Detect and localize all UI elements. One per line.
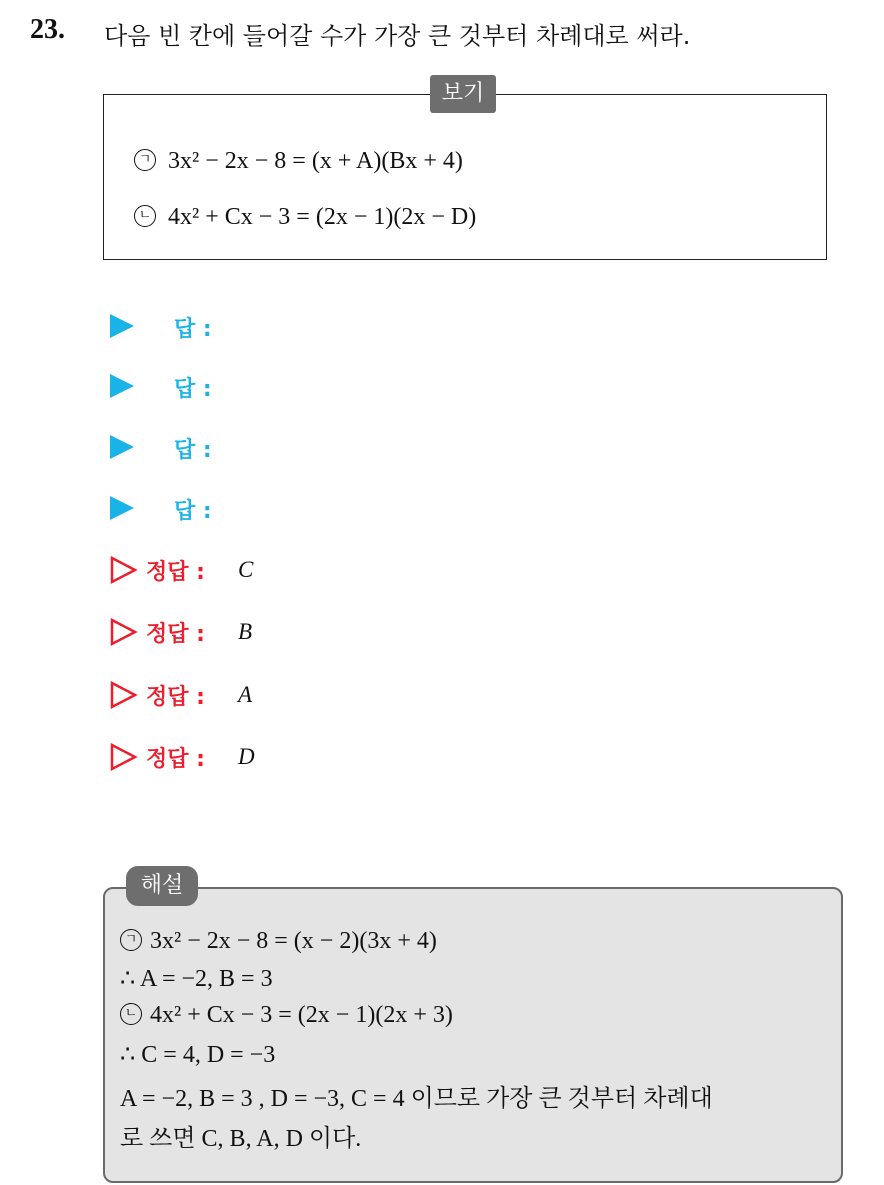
outline-triangle-icon bbox=[110, 555, 138, 585]
example-box-tag: 보기 bbox=[430, 75, 496, 113]
play-triangle-icon bbox=[110, 374, 134, 398]
play-triangle-icon bbox=[110, 496, 134, 520]
outline-triangle-icon bbox=[110, 617, 138, 647]
explanation-line-5: A = −2, B = 3 , D = −3, C = 4 이므로 가장 큰 것부터 차례대 bbox=[120, 1086, 713, 1112]
answer-label: 답 : bbox=[174, 438, 212, 463]
correct-label: 정답 : bbox=[146, 685, 205, 710]
correct-value-4: D bbox=[238, 744, 255, 769]
marker-giyeok-icon: ㄱ bbox=[134, 149, 156, 171]
equation-2-lhs: 4x² + Cx − 3 bbox=[168, 204, 291, 230]
marker-nieun-icon: ㄴ bbox=[120, 1003, 142, 1025]
example-box bbox=[103, 94, 827, 260]
marker-nieun-icon: ㄴ bbox=[134, 205, 156, 227]
explanation-line-2: ∴ A = −2, B = 3 bbox=[120, 966, 273, 992]
example-equation-2: ㄴ 4x² + Cx − 3 = (2x − 1)(2x − D) bbox=[134, 204, 476, 231]
example-equation-1: ㄱ 3x² − 2x − 8 = (x + A)(Bx + 4) bbox=[134, 148, 463, 175]
answer-label: 답 : bbox=[174, 317, 212, 342]
correct-value-1: C bbox=[238, 557, 254, 582]
outline-triangle-icon bbox=[110, 742, 138, 772]
explanation-line-1: ㄱ 3x² − 2x − 8 = (x − 2)(3x + 4) bbox=[120, 928, 437, 955]
outline-triangle-icon bbox=[110, 680, 138, 710]
question-number: 23. bbox=[30, 14, 65, 45]
answer-label: 답 : bbox=[174, 499, 212, 524]
question-text: 다음 빈 칸에 들어갈 수가 가장 큰 것부터 차례대로 써라. bbox=[104, 22, 691, 50]
correct-label: 정답 : bbox=[146, 747, 205, 772]
answer-label: 답 : bbox=[174, 377, 212, 402]
explanation-line-3: ㄴ 4x² + Cx − 3 = (2x − 1)(2x + 3) bbox=[120, 1002, 453, 1029]
correct-label: 정답 : bbox=[146, 622, 205, 647]
explanation-line-4: ∴ C = 4, D = −3 bbox=[120, 1042, 276, 1068]
play-triangle-icon bbox=[110, 435, 134, 459]
explanation-tag: 해설 bbox=[126, 866, 198, 906]
correct-label: 정답 : bbox=[146, 560, 205, 585]
marker-giyeok-icon: ㄱ bbox=[120, 929, 142, 951]
equation-2-rhs: (2x − 1)(2x − D) bbox=[315, 204, 477, 230]
equation-1-lhs: 3x² − 2x − 8 bbox=[168, 148, 287, 174]
correct-value-3: A bbox=[238, 682, 253, 707]
explanation-line-6: 로 쓰면 C, B, A, D 이다. bbox=[120, 1126, 362, 1152]
correct-value-2: B bbox=[238, 619, 253, 644]
equation-1-rhs: (x + A)(Bx + 4) bbox=[311, 148, 463, 174]
play-triangle-icon bbox=[110, 314, 134, 338]
